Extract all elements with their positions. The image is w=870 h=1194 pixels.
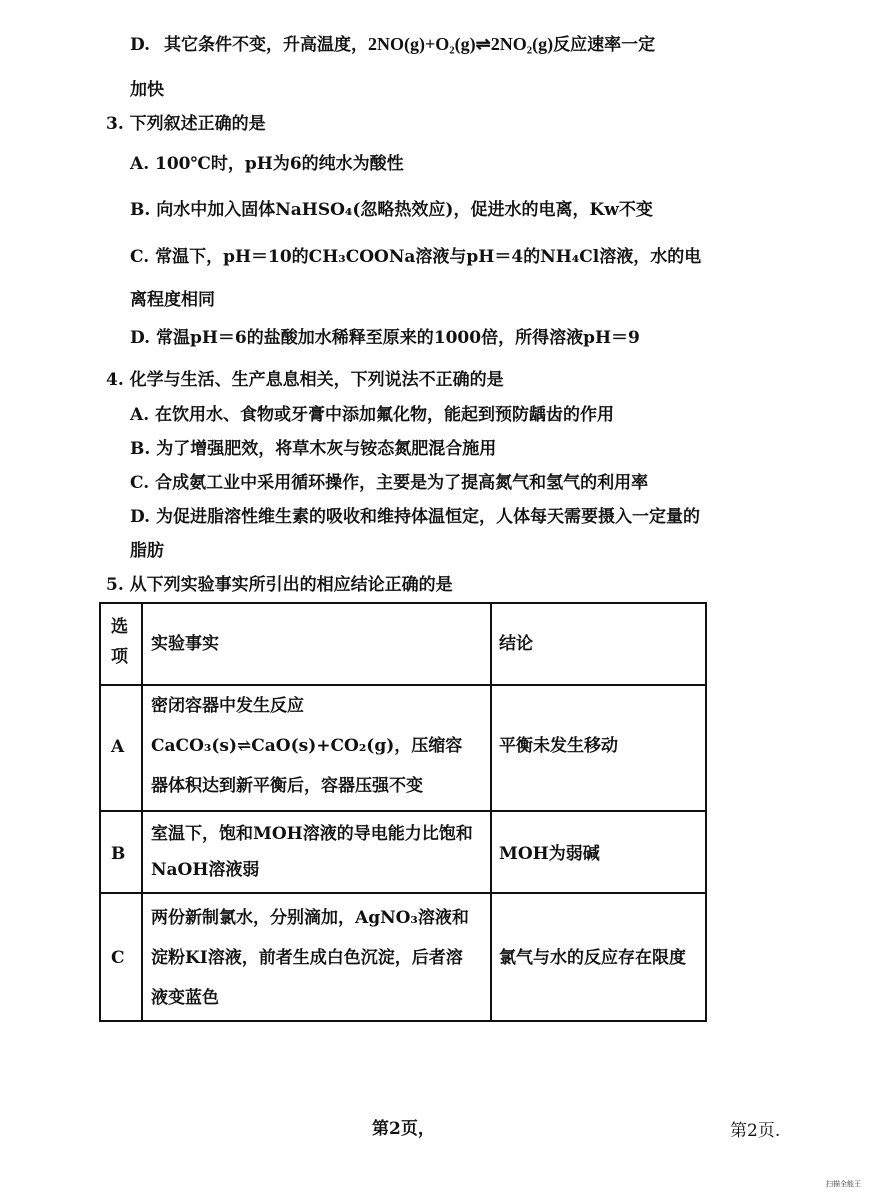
q2-option-d: [130, 32, 655, 57]
row-c-fact-2: 淀粉KI溶液，前者生成白色沉淀，后者溶: [151, 948, 463, 968]
q4-option-d-cont: 脂肪: [130, 541, 164, 561]
header-conclusion: 结论: [499, 634, 533, 654]
row-b-option: B: [111, 844, 126, 864]
row-c-fact-3: 液变蓝色: [151, 988, 219, 1008]
header-option-2: 项: [111, 647, 128, 667]
q3-option-c-cont: 离程度相同: [130, 290, 215, 310]
q3-option-b: B. 向水中加入固体NaHSO₄(忽略热效应)，促进水的电离，Kw不变: [130, 200, 653, 220]
row-b-fact-2: NaOH溶液弱: [151, 860, 260, 880]
q2-option-d-text-end: 反应速率一定: [553, 35, 656, 55]
row-a-conclusion: 平衡未发生移动: [499, 736, 618, 756]
row-c-fact-1: 两份新制氯水，分别滴加，AgNO₃溶液和: [151, 908, 469, 928]
q5-stem: 5. 从下列实验事实所引出的相应结论正确的是: [106, 575, 453, 595]
q2-option-d-text: 其它条件不变，升高温度，: [163, 35, 368, 55]
row-a-fact-1: 密闭容器中发生反应: [151, 696, 304, 716]
q2-option-d-label: D.: [130, 35, 151, 55]
q4-option-d: D. 为促进脂溶性维生素的吸收和维持体温恒定，人体每天需要摄入一定量的: [130, 507, 700, 527]
header-fact: 实验事实: [151, 634, 219, 654]
q2-option-d-cont: 加快: [130, 80, 164, 100]
q4-option-a: A. 在饮用水、食物或牙膏中添加氟化物，能起到预防龋齿的作用: [130, 405, 615, 425]
q3-option-c: C. 常温下，pH＝10的CH₃COONa溶液与pH＝4的NH₄Cl溶液，水的电: [130, 247, 702, 267]
row-c-conclusion: 氯气与水的反应存在限度: [499, 948, 686, 968]
page-number-right: 第2页.: [730, 1121, 781, 1141]
q4-option-b: B. 为了增强肥效，将草木灰与铵态氮肥混合施用: [130, 439, 497, 459]
row-b-conclusion: MOH为弱碱: [499, 844, 600, 864]
row-b-fact-1: 室温下，饱和MOH溶液的导电能力比饱和: [151, 824, 473, 844]
row-a-fact-3: 器体积达到新平衡后，容器压强不变: [151, 776, 423, 796]
q3-option-d: D. 常温pH＝6的盐酸加水稀释至原来的1000倍，所得溶液pH＝9: [130, 328, 640, 348]
q3-option-a: A. 100℃时，pH为6的纯水为酸性: [130, 154, 404, 174]
q4-option-c: C. 合成氨工业中采用循环操作，主要是为了提高氮气和氢气的利用率: [130, 473, 649, 493]
page-number: 第2页，: [372, 1119, 435, 1139]
scanner-logo: 扫描全能王: [826, 1180, 861, 1188]
q4-stem: 4. 化学与生活、生产息息相关，下列说法不正确的是: [106, 370, 504, 390]
q3-stem: 3. 下列叙述正确的是: [106, 114, 266, 134]
row-a-option: A: [111, 737, 125, 757]
q2-option-d-equation: 2NO(g)+O₂(g)⇌2NO₂(g): [367, 34, 554, 54]
q5-table: [99, 602, 707, 1022]
header-option-1: 选: [111, 617, 128, 637]
row-c-option: C: [111, 948, 125, 968]
row-a-fact-2: CaCO₃(s)⇌CaO(s)+CO₂(g)，压缩容: [151, 736, 463, 756]
